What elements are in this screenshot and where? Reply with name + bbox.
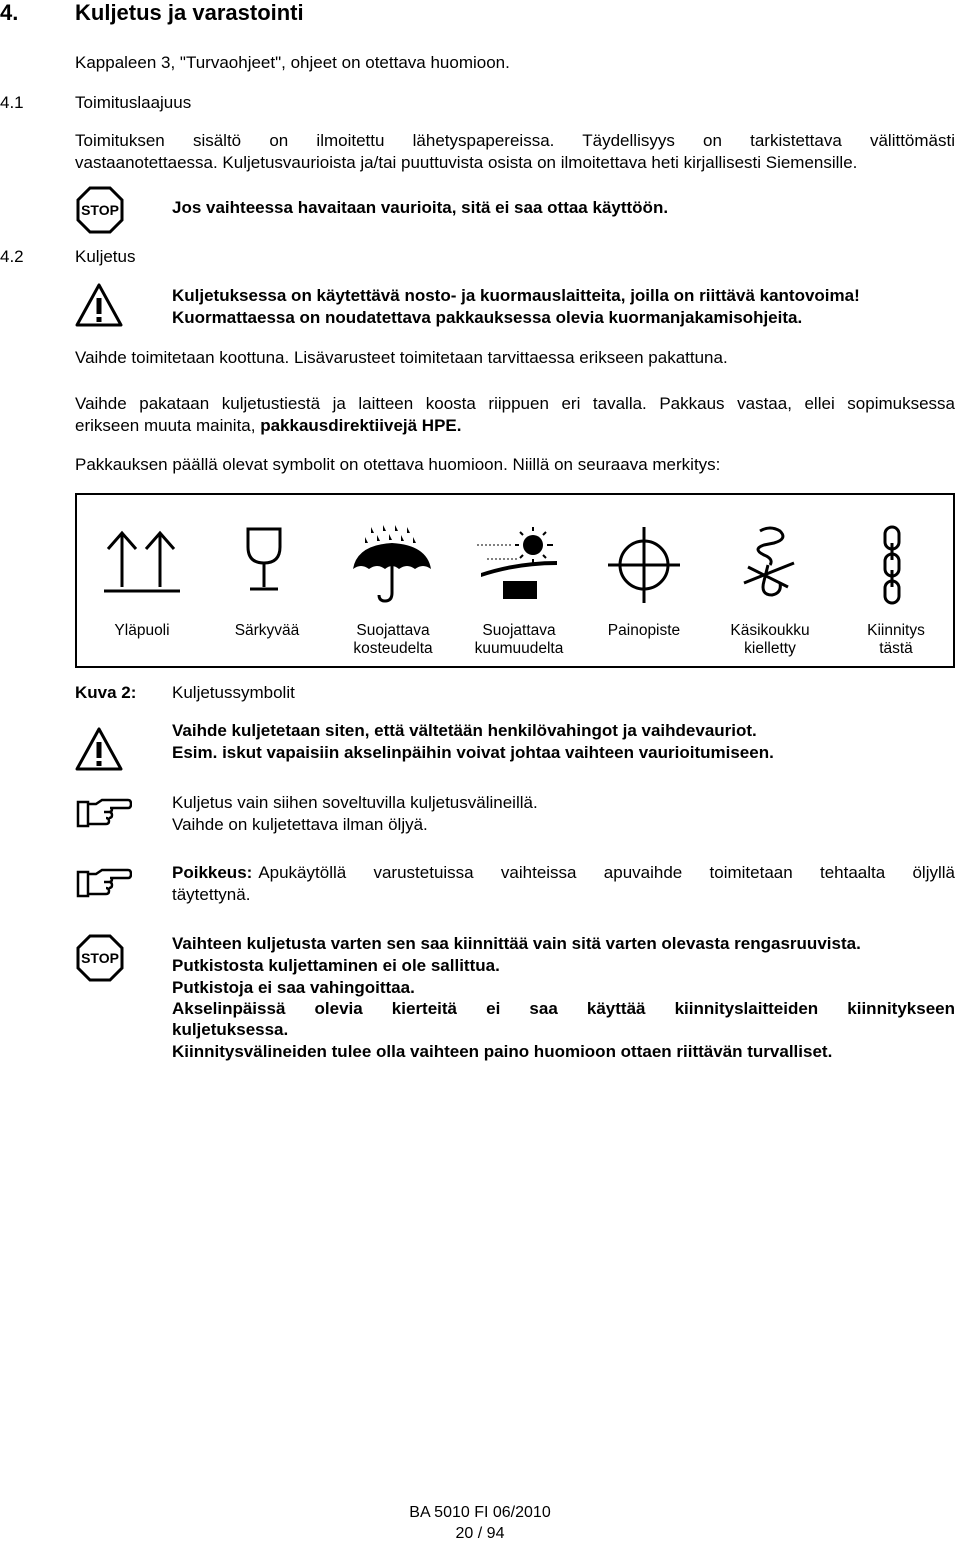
warning-icon (74, 282, 124, 328)
warning-icon (74, 726, 124, 772)
symbols-figure (75, 493, 955, 668)
note-text: Vaihde on kuljetettava ilman öljyä. (172, 815, 428, 834)
symbol-label: Yläpuoli (114, 622, 170, 639)
figure-caption: Kuljetussymbolit (172, 683, 295, 702)
warning-text: Vaihde kuljetetaan siten, että vältetään henkilövahingot ja vaihdevauriot. (172, 721, 757, 740)
paragraph-line: vastaanotettaessa. Kuljetusvaurioista ja/tai puuttuvista osista on ilmoitettava heti kirjallisesti Siemensille. (75, 153, 858, 172)
stop-text: Akselinpäissä olevia kierteitä ei saa käyttää kiinnityslaitteiden kiinnitykseen (172, 999, 955, 1018)
note-text: täytettynä. (172, 885, 251, 904)
pointing-hand-icon (76, 866, 132, 902)
symbol-label: Suojattava kosteudelta (353, 622, 433, 657)
subsection-number: 4.2 (0, 247, 24, 266)
paragraph-line: Vaihde toimitetaan koottuna. Lisävarusteet toimitetaan tarvittaessa erikseen pakattuna. (75, 348, 728, 367)
section-title: Kuljetus ja varastointi (75, 0, 304, 25)
figure-label: Kuva 2: (75, 683, 137, 702)
subsection-number: 4.1 (0, 93, 24, 112)
paragraph-line: Toimituksen sisältö on ilmoitettu lähetyspapereissa. Täydellisyys on tarkistettava välittömästi (75, 131, 955, 150)
stop-text: Putkistosta kuljettaminen ei ole sallittua. (172, 956, 500, 975)
stop-warning-text: Jos vaihteessa havaitaan vaurioita, sitä ei saa ottaa käyttöön. (172, 198, 669, 217)
section-number: 4. (0, 0, 19, 25)
stop-text: Kiinnitysvälineiden tulee olla vaihteen paino huomioon ottaen riittävän turvalliset. (172, 1042, 833, 1061)
paragraph-line: Pakkauksen päällä olevat symbolit on otettava huomioon. Niillä on seuraava merkitys: (75, 455, 721, 474)
footer-doc-id: BA 5010 FI 06/2010 (409, 1504, 551, 1521)
section-intro: Kappaleen 3, "Turvaohjeet", ohjeet on otettava huomioon. (75, 53, 510, 72)
symbol-label: Kiinnitys tästä (867, 622, 925, 657)
stop-icon (76, 934, 124, 982)
stop-text: Vaihteen kuljetusta varten sen saa kiinnittää vain sitä varten olevasta rengasruuvista. (172, 934, 861, 953)
subsection-title: Toimituslaajuus (75, 93, 192, 112)
fragile-glass-icon (209, 525, 319, 595)
stop-icon (76, 186, 124, 234)
bold-term: pakkausdirektiivejä HPE. (260, 416, 462, 435)
note-text: Kuljetus vain siihen soveltuvilla kuljetusvälineillä. (172, 793, 538, 812)
pointing-hand-icon (76, 796, 132, 832)
symbol-label: Särkyvää (234, 622, 300, 639)
subsection-title: Kuljetus (75, 247, 136, 266)
this-way-up-icon (87, 525, 197, 595)
paragraph-line: Vaihde pakataan kuljetustiestä ja laitteen koosta riippuen eri tavalla. Pakkaus vastaa, ellei sopimuksessa (75, 394, 955, 413)
footer-page-number: 20 / 94 (455, 1525, 505, 1542)
symbol-label: Painopiste (607, 622, 681, 639)
warning-text: Kuljetuksessa on käytettävä nosto- ja kuormauslaitteita, joilla on riittävä kantovoima! (172, 286, 860, 305)
note-bold-prefix: Poikkeus: (172, 863, 253, 882)
stop-text: kuljetuksessa. (172, 1020, 289, 1039)
symbol-label: Käsikoukku kielletty (730, 622, 810, 657)
warning-text: Kuormattaessa on noudatettava pakkauksessa olevia kuormanjakamisohjeita. (172, 308, 803, 327)
symbol-label: Suojattava kuumuudelta (474, 622, 564, 657)
warning-text: Esim. iskut vapaisiin akselinpäihin voivat johtaa vaihteen vaurioitumiseen. (172, 743, 774, 762)
center-of-gravity-icon (589, 525, 699, 605)
no-hooks-icon (715, 525, 825, 605)
chain-icon (837, 525, 947, 605)
stop-text: Putkistoja ei saa vahingoittaa. (172, 978, 415, 997)
paragraph-line: erikseen muuta mainita, pakkausdirektiivejä HPE. (75, 416, 462, 435)
sun-heat-icon (465, 525, 575, 601)
note-text: Poikkeus: Apukäytöllä varustetuissa vaihteissa apuvaihde toimitetaan tehtaalta öljyllä (172, 863, 955, 882)
stop-icon-text: STOP (81, 202, 119, 218)
stop-icon-text: STOP (81, 950, 119, 966)
umbrella-rain-icon (337, 525, 447, 605)
